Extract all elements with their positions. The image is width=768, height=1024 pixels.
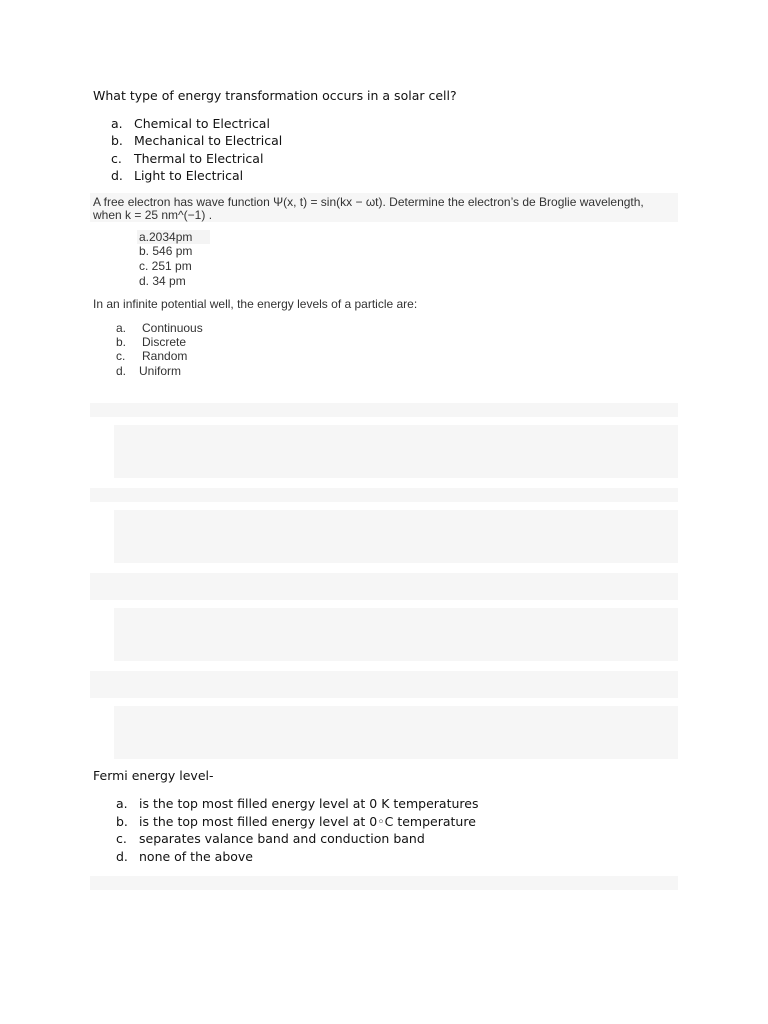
question-3-option-a <box>116 321 203 335</box>
question-2-text-line-2: when k = 25 nm^(−1) . <box>93 208 213 222</box>
option-letter: c. <box>111 151 122 166</box>
question-4-text: Fermi energy level- <box>93 768 214 783</box>
option-letter: a. <box>111 116 123 131</box>
option-letter: d. <box>111 168 123 183</box>
question-2-text-line-1: A free electron has wave function Ψ(x, t) = sin(kx − ωt). Determine the electron’s de Broglie wavelength, <box>93 195 644 209</box>
option-letter: c. <box>116 349 126 363</box>
option-letter: b. <box>116 814 128 829</box>
option-text: Thermal to Electrical <box>134 151 264 166</box>
blank-block-3 <box>90 488 678 502</box>
question-2-option-a: a.2034pm <box>139 230 193 244</box>
question-1-option-a <box>111 116 270 131</box>
blank-block-5 <box>90 573 678 600</box>
option-text: is the top most filled energy level at 0 K temperatures <box>139 796 479 811</box>
option-text: Discrete <box>142 335 187 349</box>
option-text: Chemical to Electrical <box>134 116 270 131</box>
question-2-option-b: b. 546 pm <box>139 244 193 258</box>
option-text: Continuous <box>142 321 203 335</box>
blank-block-2 <box>114 425 678 478</box>
option-text: is the top most filled energy level at 0◦C temperature <box>139 814 476 829</box>
option-letter: c. <box>116 831 127 846</box>
option-letter: a. <box>116 321 127 335</box>
blank-block-4 <box>114 510 678 563</box>
question-3-option-b <box>116 335 186 349</box>
question-2-option-d: d. 34 pm <box>139 274 186 288</box>
question-4-option-c <box>116 831 425 846</box>
question-3-text: In an infinite potential well, the energy levels of a particle are: <box>93 297 418 311</box>
question-1-option-b <box>111 133 282 148</box>
question-1-text: What type of energy transformation occurs in a solar cell? <box>93 88 457 103</box>
option-letter: d. <box>116 849 128 864</box>
question-1-option-d <box>111 168 243 183</box>
blank-block-8 <box>114 706 678 759</box>
option-text: Random <box>142 349 188 363</box>
blank-block-6 <box>114 608 678 661</box>
question-4-option-d <box>116 849 253 864</box>
option-text: none of the above <box>139 849 253 864</box>
option-letter: d. <box>116 364 127 378</box>
option-text: Mechanical to Electrical <box>134 133 283 148</box>
option-text: separates valance band and conduction band <box>139 831 425 846</box>
question-4-option-a <box>116 796 478 811</box>
question-1-option-c <box>111 151 263 166</box>
option-letter: b. <box>116 335 127 349</box>
question-2-option-c: c. 251 pm <box>139 259 192 273</box>
blank-block-1 <box>90 403 678 417</box>
option-letter: b. <box>111 133 123 148</box>
question-3-option-d <box>116 364 181 378</box>
blank-block-7 <box>90 671 678 698</box>
option-text: Light to Electrical <box>134 168 244 183</box>
blank-block-9 <box>90 876 678 890</box>
question-3-option-c <box>116 349 187 363</box>
option-text: Uniform <box>139 364 182 378</box>
option-letter: a. <box>116 796 128 811</box>
question-4-option-b <box>116 814 476 829</box>
